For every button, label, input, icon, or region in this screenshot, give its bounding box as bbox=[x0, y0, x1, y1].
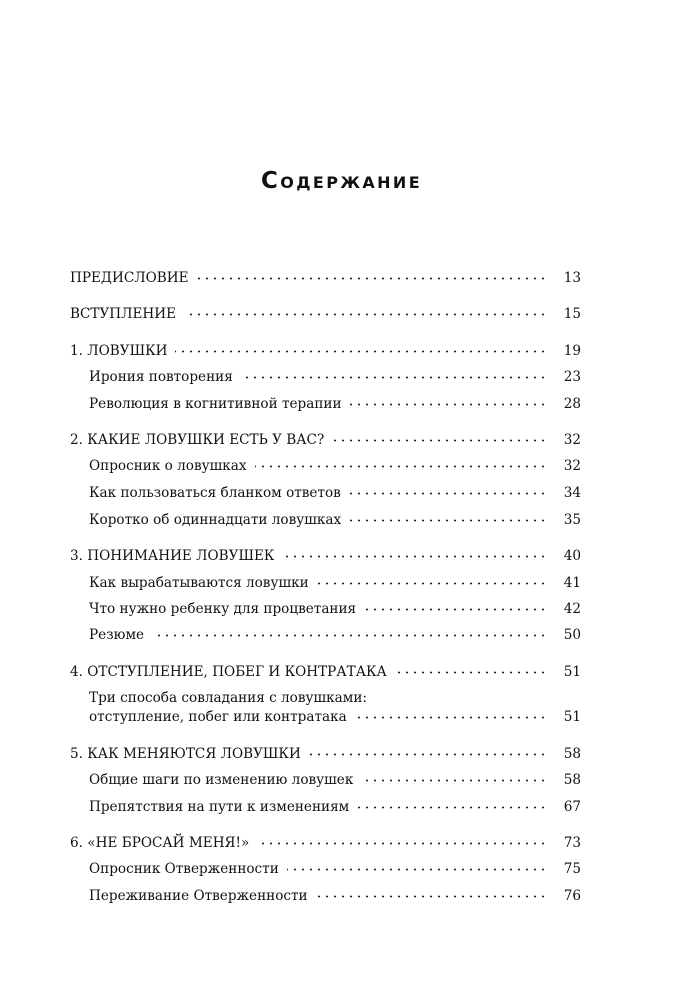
toc-dot-leader bbox=[309, 753, 547, 756]
toc-dot-leader bbox=[152, 634, 547, 637]
toc-chapter-entry bbox=[0, 743, 683, 765]
page-title: Содержание bbox=[260, 168, 423, 194]
toc-chapter-entry bbox=[0, 832, 683, 854]
toc-page-number: 51 bbox=[563, 709, 581, 725]
toc-dot-leader bbox=[395, 671, 547, 674]
toc-chapter-entry bbox=[0, 661, 683, 683]
toc-page-number: 32 bbox=[563, 458, 581, 474]
toc-page-number: 41 bbox=[563, 575, 581, 591]
toc-dot-leader bbox=[197, 277, 547, 280]
toc-dot-leader bbox=[184, 313, 547, 316]
toc-entry-title: Революция в когнитивной терапии bbox=[89, 393, 348, 415]
toc-dot-leader bbox=[316, 895, 547, 898]
toc-page-number: 32 bbox=[563, 432, 581, 448]
toc-entry-title: Опросник Отверженности bbox=[89, 858, 285, 880]
toc-page-number: 13 bbox=[563, 270, 581, 286]
toc-dot-leader bbox=[357, 806, 547, 809]
toc-dot-leader bbox=[317, 582, 547, 585]
toc-dot-leader bbox=[282, 555, 547, 558]
toc-page-number: 73 bbox=[563, 835, 581, 851]
toc-entry-title: 6. «НЕ БРОСАЙ МЕНЯ!» bbox=[70, 832, 255, 854]
toc-page-number: 15 bbox=[563, 306, 581, 322]
toc-page-number: 35 bbox=[563, 512, 581, 528]
toc-chapter-entry bbox=[0, 303, 683, 325]
toc-section-entry bbox=[0, 598, 683, 620]
toc-entry-title: Как вырабатываются ловушки bbox=[89, 572, 315, 594]
toc-section-entry bbox=[0, 706, 683, 728]
toc-entry-title: ПРЕДИСЛОВИЕ bbox=[70, 267, 195, 289]
toc-chapter-entry bbox=[0, 545, 683, 567]
toc-section-entry bbox=[0, 366, 683, 388]
toc-page-number: 75 bbox=[563, 861, 581, 877]
toc-section-entry bbox=[0, 885, 683, 907]
toc-entry-title: 4. ОТСТУПЛЕНИЕ, ПОБЕГ И КОНТРАТАКА bbox=[70, 661, 393, 683]
toc-section-entry bbox=[0, 572, 683, 594]
toc-page-number: 23 bbox=[563, 369, 581, 385]
toc-dot-leader bbox=[350, 403, 547, 406]
toc-entry-title: 1. ЛОВУШКИ bbox=[70, 340, 173, 362]
toc-page-number: 58 bbox=[563, 746, 581, 762]
toc-page-number: 51 bbox=[563, 664, 581, 680]
toc-dot-leader bbox=[349, 519, 547, 522]
toc-page-number: 28 bbox=[563, 396, 581, 412]
toc-section-entry bbox=[0, 769, 683, 791]
toc-page-number: 42 bbox=[563, 601, 581, 617]
toc-dot-leader bbox=[332, 439, 547, 442]
toc-entry-title: Ирония повторения bbox=[89, 366, 239, 388]
toc-chapter-entry bbox=[0, 267, 683, 289]
toc-dot-leader bbox=[241, 376, 547, 379]
toc-page-number: 76 bbox=[563, 888, 581, 904]
toc-dot-leader bbox=[364, 608, 547, 611]
toc-entry-title: ВСТУПЛЕНИЕ bbox=[70, 303, 182, 325]
toc-dot-leader bbox=[349, 492, 547, 495]
toc-entry-title: Что нужно ребенку для процветания bbox=[89, 598, 362, 620]
toc-dot-leader bbox=[257, 842, 547, 845]
toc-dot-leader bbox=[361, 779, 547, 782]
toc-entry-title: Как пользоваться бланком ответов bbox=[89, 482, 347, 504]
toc-chapter-entry bbox=[0, 340, 683, 362]
toc-entry-title: Коротко об одиннадцати ловушках bbox=[89, 509, 347, 531]
toc-section-entry bbox=[0, 455, 683, 477]
toc-page-number: 34 bbox=[563, 485, 581, 501]
toc-page-number: 58 bbox=[563, 772, 581, 788]
toc-page-number: 19 bbox=[563, 343, 581, 359]
toc-page-number: 40 bbox=[563, 548, 581, 564]
toc-entry-title: 5. КАК МЕНЯЮТСЯ ЛОВУШКИ bbox=[70, 743, 307, 765]
toc-entry-title: Общие шаги по изменению ловушек bbox=[89, 769, 359, 791]
toc-section-entry bbox=[0, 858, 683, 880]
toc-dot-leader bbox=[355, 716, 547, 719]
toc-entry-title: Переживание Отверженности bbox=[89, 885, 314, 907]
toc-entry-title: Резюме bbox=[89, 624, 150, 646]
toc-entry-title: Опросник о ловушках bbox=[89, 455, 253, 477]
toc-entry-title: Препятствия на пути к изменениям bbox=[89, 796, 355, 818]
toc-entry-title: 3. ПОНИМАНИЕ ЛОВУШЕК bbox=[70, 545, 280, 567]
toc-dot-leader bbox=[287, 868, 547, 871]
toc-section-entry bbox=[0, 509, 683, 531]
toc-page-number: 67 bbox=[563, 799, 581, 815]
toc-section-entry bbox=[0, 624, 683, 646]
toc-section-entry bbox=[0, 796, 683, 818]
toc-dot-leader bbox=[175, 350, 547, 353]
toc-entry-title: Три способа совладания с ловушками: bbox=[89, 687, 373, 709]
toc-dot-leader bbox=[255, 465, 547, 468]
toc-page-number: 50 bbox=[563, 627, 581, 643]
toc-section-entry bbox=[0, 482, 683, 504]
toc-section-entry bbox=[0, 393, 683, 415]
toc-entry-title: 2. КАКИЕ ЛОВУШКИ ЕСТЬ У ВАС? bbox=[70, 429, 330, 451]
toc-entry-title: отступление, побег или контратака bbox=[89, 706, 353, 728]
toc-chapter-entry bbox=[0, 429, 683, 451]
